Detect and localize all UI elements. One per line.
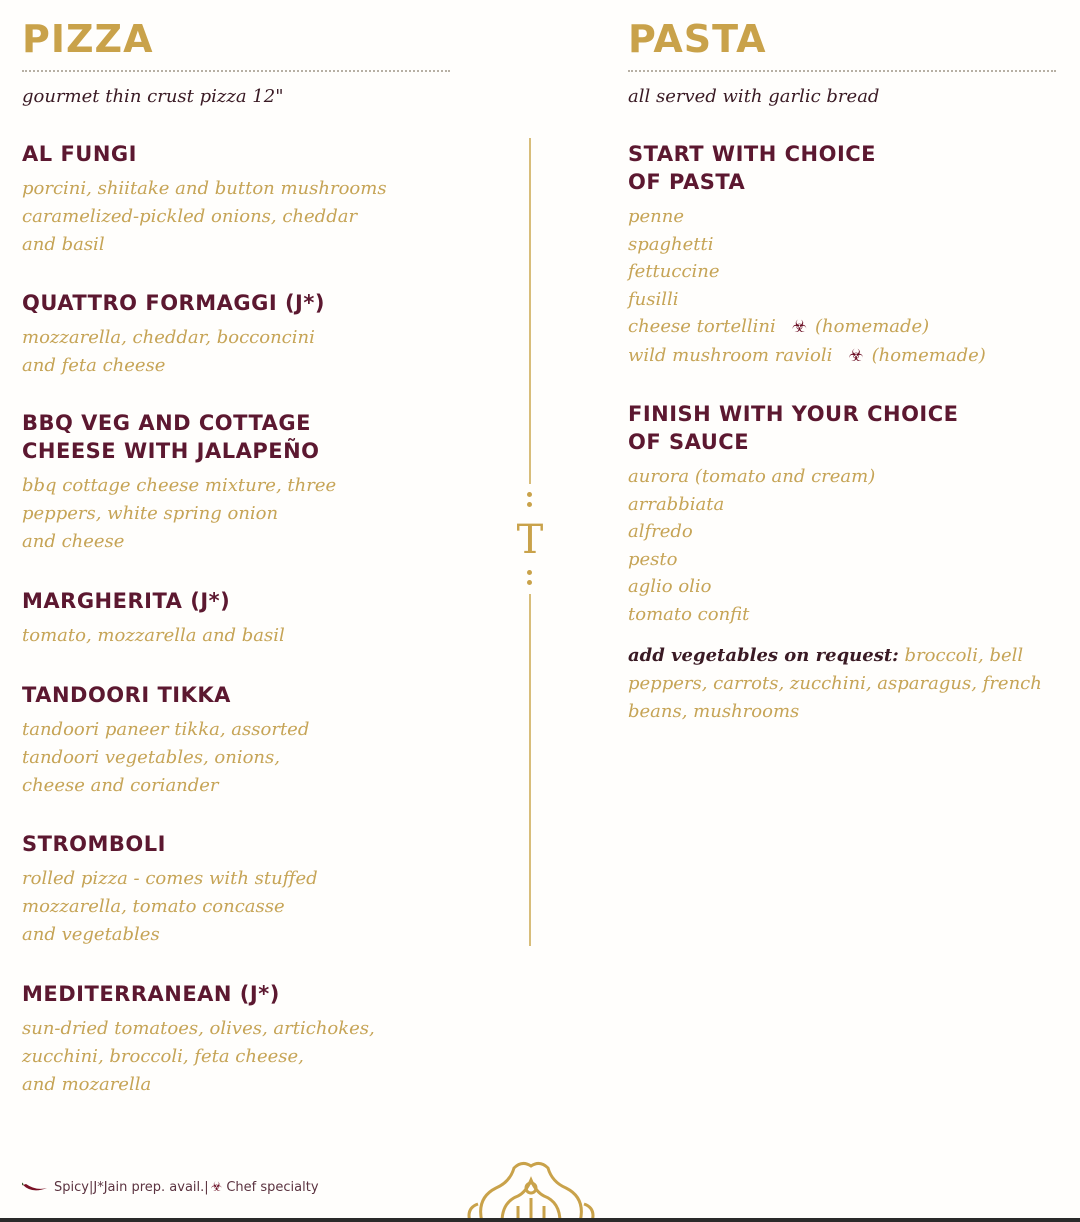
sauce-option: pesto — [628, 548, 678, 570]
sauce-option: alfredo — [628, 521, 693, 542]
pasta-title-divider — [628, 70, 1056, 72]
option-note: (homemade) — [815, 316, 930, 337]
ornamental-emblem-logo — [462, 1158, 600, 1222]
menu-item-name: MEDITERRANEAN (J*) — [22, 982, 280, 1006]
pasta-choice-group — [628, 140, 986, 370]
sauce-choice-heading: FINISH WITH YOUR CHOICE OF SAUCE — [628, 402, 959, 454]
option-label: fettuccine — [628, 261, 720, 282]
sauce-choice-group — [628, 400, 959, 628]
divider-dot — [527, 502, 532, 507]
menu-item-description: bbq cottage cheese mixture, three peppers, white spring onion and cheese — [22, 475, 337, 552]
pasta-subtitle: all served with garlic bread — [628, 86, 880, 107]
chef-hat-icon: ☣ — [848, 345, 864, 366]
legend-separator: | — [204, 1180, 209, 1195]
menu-item-al-fungi — [22, 140, 387, 259]
pizza-title: PIZZA — [22, 17, 154, 61]
legend-footer — [22, 1180, 319, 1195]
menu-item-description: rolled pizza - comes with stuffed mozzarella, tomato concasse and vegetables — [22, 868, 318, 945]
option-label: cheese tortellini — [628, 316, 776, 337]
menu-item-mediterranean — [22, 980, 375, 1099]
divider-dot — [527, 570, 532, 575]
sauce-option: arrabbiata — [628, 493, 725, 515]
pizza-title-divider — [22, 70, 450, 72]
legend-chef: Chef specialty — [226, 1180, 319, 1195]
menu-item-tandoori-tikka — [22, 681, 309, 800]
menu-item-name: TANDOORI TIKKA — [22, 683, 231, 707]
add-vegetables-lead: add vegetables on request: — [628, 645, 899, 666]
option-label: penne — [628, 206, 685, 227]
center-divider-bottom — [529, 594, 531, 946]
sauce-options-list — [628, 463, 959, 628]
pasta-options-list — [628, 203, 986, 370]
option-label: spaghetti — [628, 233, 714, 255]
menu-item-description: porcini, shiitake and button mushrooms caramelized-pickled onions, cheddar and basil — [22, 178, 387, 255]
pizza-subtitle: gourmet thin crust pizza 12" — [22, 86, 284, 107]
divider-dot — [527, 492, 532, 497]
menu-item-description: sun-dried tomatoes, olives, artichokes, zucchini, broccoli, feta cheese, and mozarella — [22, 1018, 375, 1095]
option-label: wild mushroom ravioli — [628, 344, 833, 366]
chef-hat-icon: ☣ — [791, 317, 808, 337]
menu-item-description: tomato, mozzarella and basil — [22, 625, 285, 646]
pasta-choice-heading: START WITH CHOICE OF PASTA — [628, 142, 877, 194]
chef-hat-icon: ☣ — [210, 1180, 223, 1195]
menu-item-name: STROMBOLI — [22, 832, 166, 856]
menu-item-stromboli — [22, 830, 318, 949]
menu-item-name: BBQ VEG AND COTTAGE CHEESE WITH JALAPEÑO — [22, 411, 320, 463]
option-label: fusilli — [628, 288, 679, 310]
pasta-option — [628, 342, 986, 371]
legend-jain: J*Jain prep. avail. — [93, 1180, 205, 1195]
pasta-option — [628, 313, 986, 342]
pasta-option — [628, 231, 986, 259]
menu-item-name: MARGHERITA (J*) — [22, 589, 231, 613]
menu-item-margherita — [22, 587, 285, 650]
menu-item-description: tandoori paneer tikka, assorted tandoori vegetables, onions, cheese and coriander — [22, 719, 310, 796]
legend-spicy: Spicy — [54, 1180, 89, 1195]
pasta-option — [628, 286, 986, 314]
center-divider-top — [529, 138, 531, 484]
add-vegetables-list: broccoli, bell peppers, carrots, zucchini, asparagus, french beans, mushrooms — [628, 645, 1042, 722]
legend-separator: | — [88, 1180, 94, 1195]
menu-item-name: AL FUNGI — [22, 142, 137, 166]
add-vegetables-note — [628, 642, 1058, 726]
chili-pepper-icon — [22, 1182, 48, 1194]
option-note: (homemade) — [871, 344, 986, 366]
monogram-t-icon: T — [516, 517, 544, 563]
bottom-edge-bar — [0, 1218, 1080, 1222]
divider-dot — [527, 580, 532, 585]
sauce-option: aglio olio — [628, 576, 712, 597]
menu-item-bbq-veg — [22, 409, 336, 556]
menu-item-quattro-formaggi — [22, 289, 325, 380]
pasta-option — [628, 258, 986, 286]
pasta-title: PASTA — [628, 17, 767, 61]
sauce-option: tomato confit — [628, 603, 750, 625]
menu-item-name: QUATTRO FORMAGGI (J*) — [22, 291, 325, 315]
menu-item-description: mozzarella, cheddar, bocconcini and feta cheese — [22, 327, 315, 376]
sauce-option: aurora (tomato and cream) — [628, 466, 876, 487]
pasta-option — [628, 203, 986, 231]
